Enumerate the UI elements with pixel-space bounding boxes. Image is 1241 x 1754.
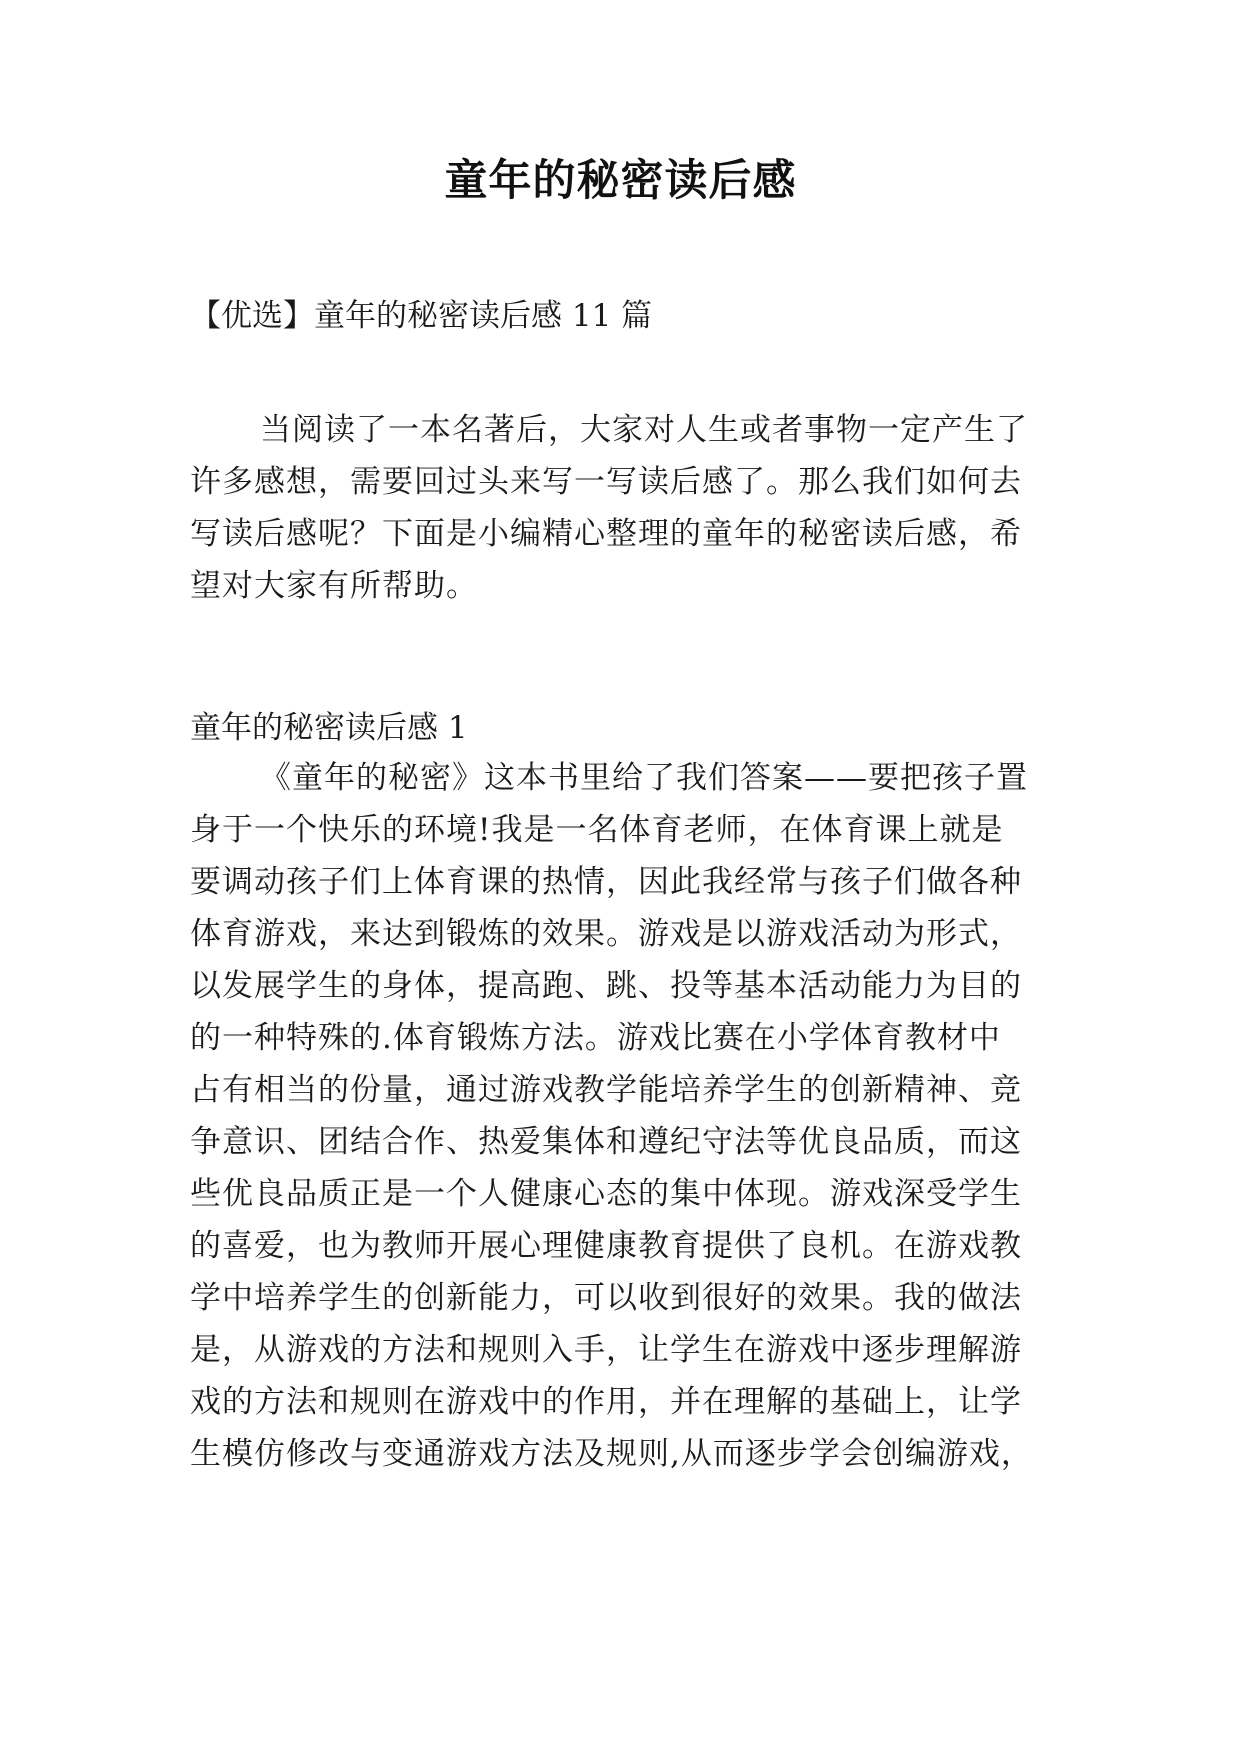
intro-line: 写读后感呢？下面是小编精心整理的童年的秘密读后感，希 — [190, 516, 1022, 552]
document-subtitle: 【优选】童年的秘密读后感 11 篇 — [190, 298, 653, 334]
body-line: 《童年的秘密》这本书里给了我们答案——要把孩子置 — [260, 760, 1028, 796]
body-line: 要调动孩子们上体育课的热情，因此我经常与孩子们做各种 — [190, 864, 1022, 900]
document-title: 童年的秘密读后感 — [444, 156, 797, 206]
body-line: 占有相当的份量，通过游戏教学能培养学生的创新精神、竞 — [190, 1072, 1022, 1108]
body-line: 生模仿修改与变通游戏方法及规则,从而逐步学会创编游戏， — [190, 1436, 1033, 1472]
body-line: 身于一个快乐的环境!我是一名体育老师，在体育课上就是 — [190, 812, 1004, 848]
intro-line: 许多感想，需要回过头来写一写读后感了。那么我们如何去 — [190, 464, 1022, 500]
intro-paragraph — [190, 404, 1070, 612]
body-line: 是，从游戏的方法和规则入手，让学生在游戏中逐步理解游 — [190, 1332, 1022, 1368]
section-body — [190, 752, 1070, 1480]
body-line: 些优良品质正是一个人健康心态的集中体现。游戏深受学生 — [190, 1176, 1022, 1212]
body-line: 争意识、团结合作、热爱集体和遵纪守法等优良品质，而这 — [190, 1124, 1022, 1160]
intro-line: 望对大家有所帮助。 — [190, 568, 478, 604]
body-line: 体育游戏，来达到锻炼的效果。游戏是以游戏活动为形式， — [190, 916, 1022, 952]
body-line: 的一种特殊的.体育锻炼方法。游戏比赛在小学体育教材中 — [190, 1020, 1001, 1056]
intro-line: 当阅读了一本名著后，大家对人生或者事物一定产生了 — [260, 412, 1028, 448]
body-line: 以发展学生的身体，提高跑、跳、投等基本活动能力为目的 — [190, 968, 1022, 1004]
body-line: 学中培养学生的创新能力，可以收到很好的效果。我的做法 — [190, 1280, 1022, 1316]
section-heading: 童年的秘密读后感 1 — [190, 710, 468, 746]
body-line: 的喜爱，也为教师开展心理健康教育提供了良机。在游戏教 — [190, 1228, 1022, 1264]
body-line: 戏的方法和规则在游戏中的作用，并在理解的基础上，让学 — [190, 1384, 1022, 1420]
